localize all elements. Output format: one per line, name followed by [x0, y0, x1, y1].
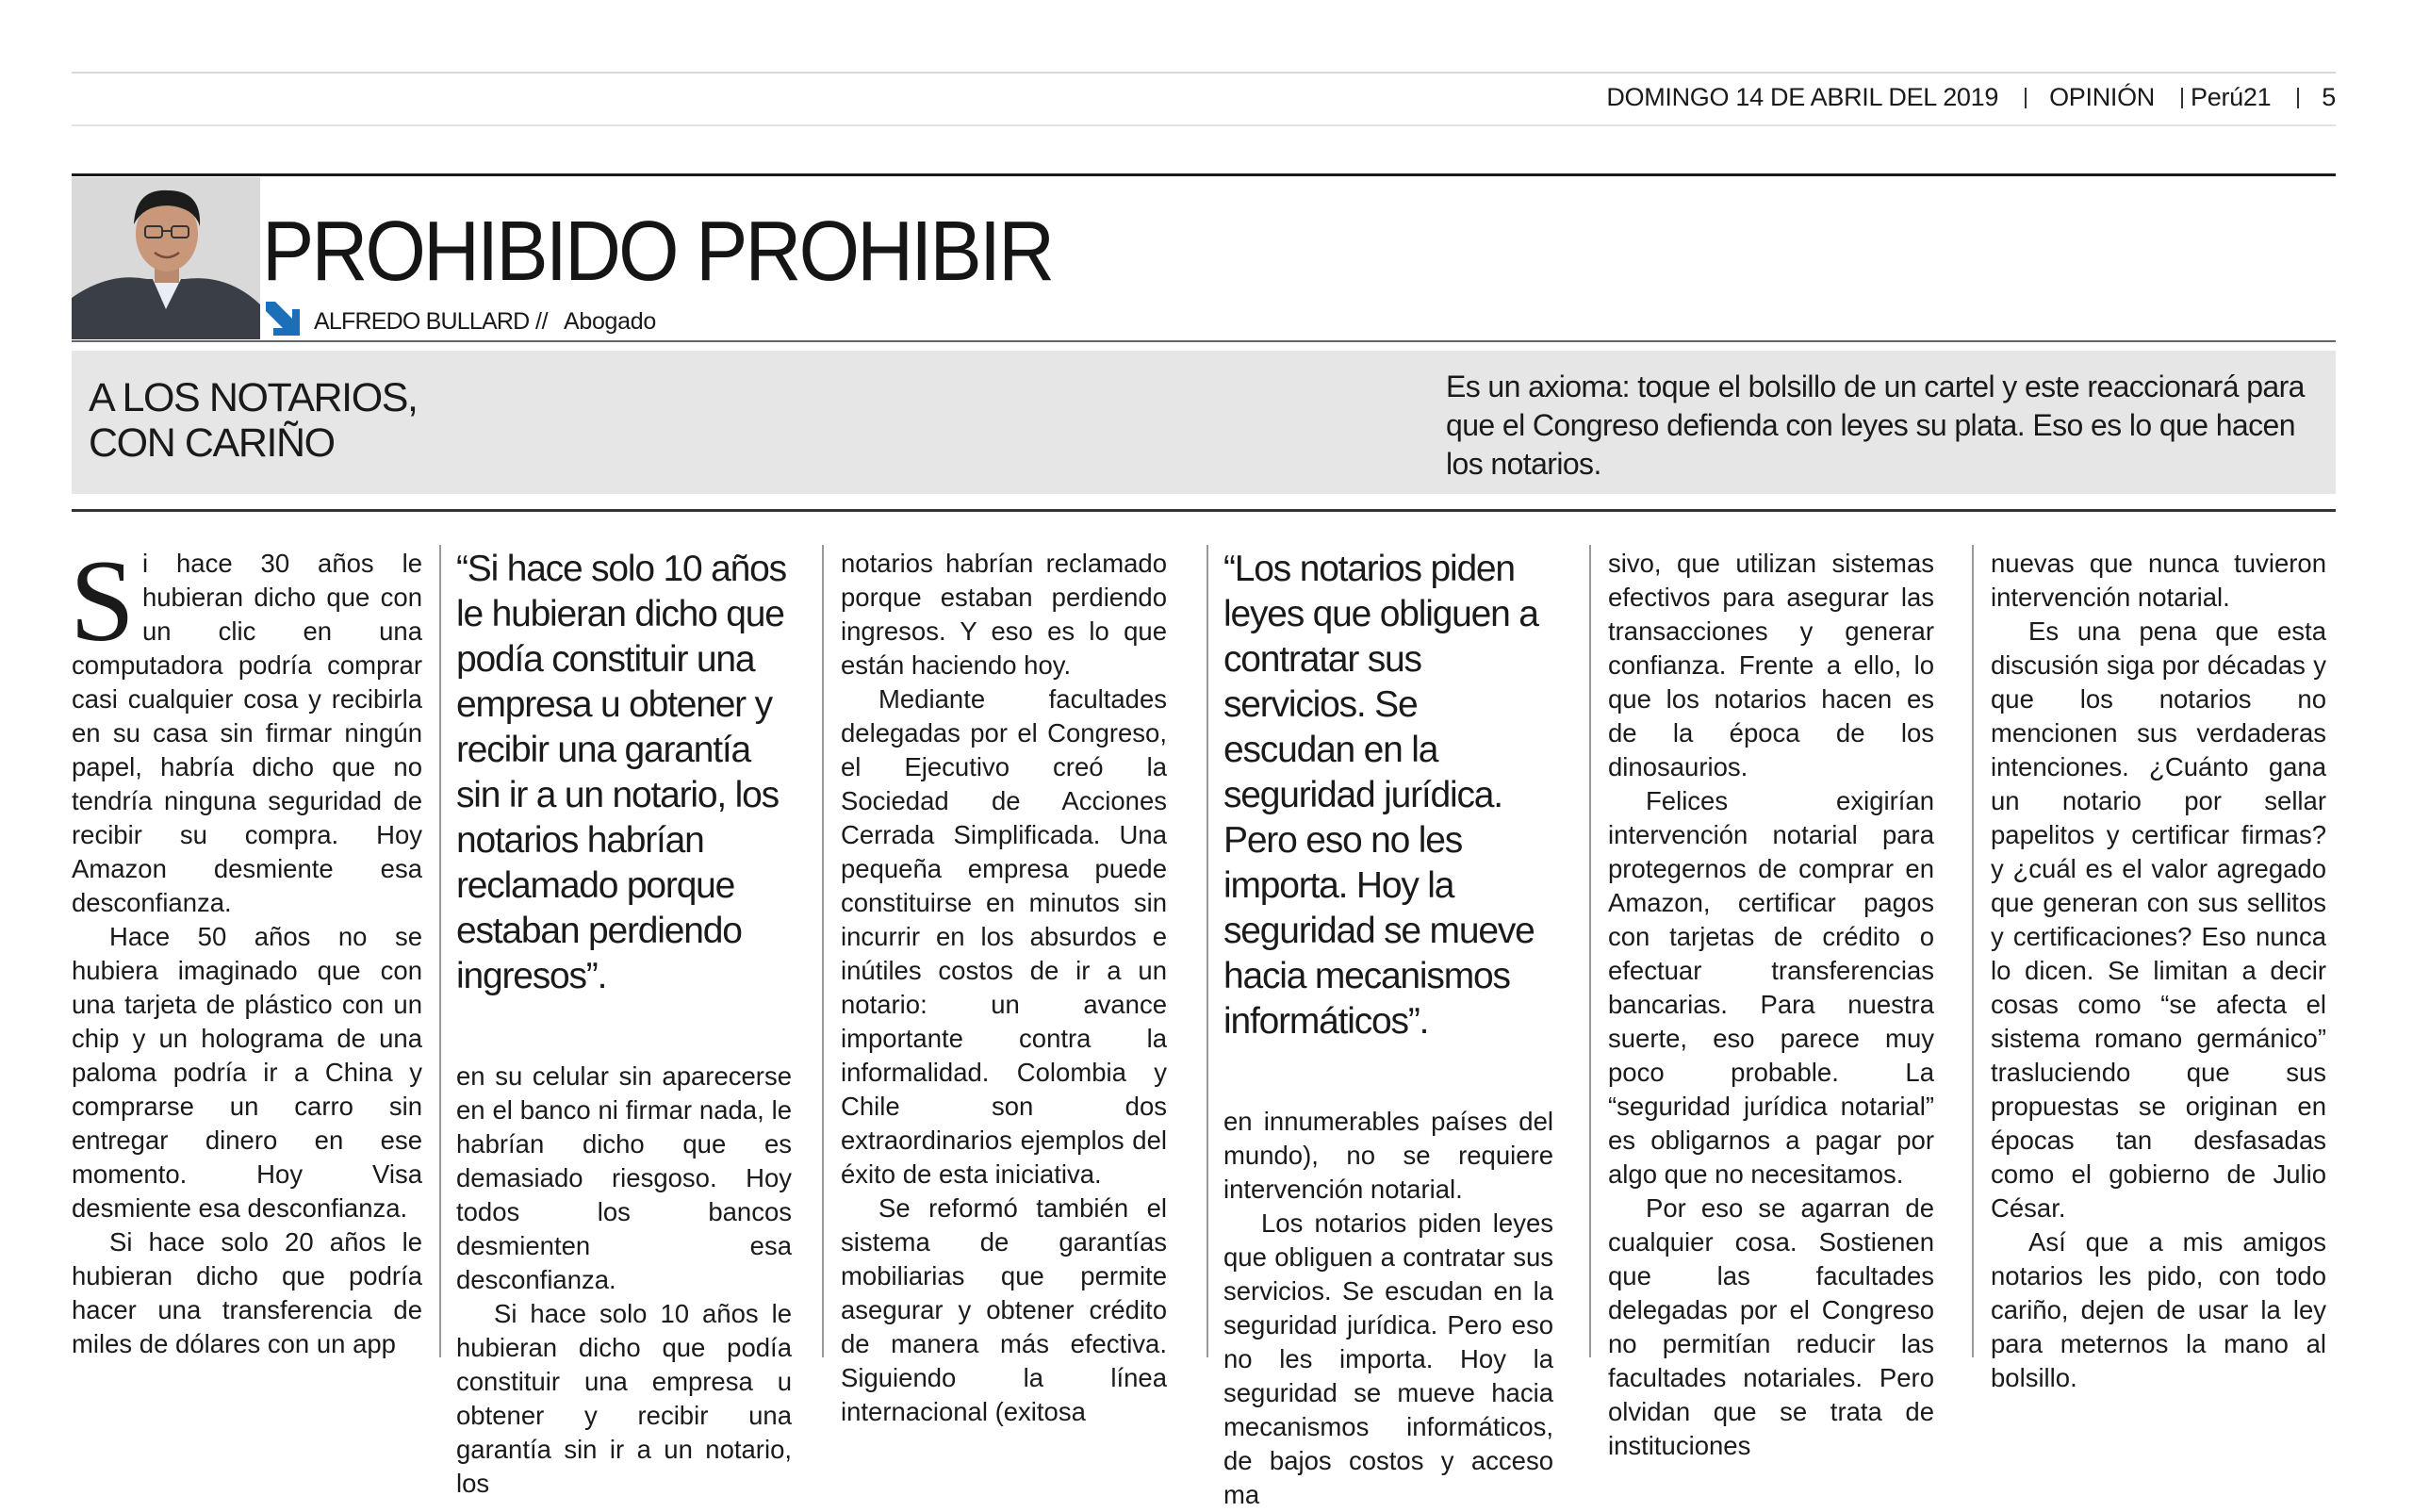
paragraph: Mediante facultades delegadas por el Congreso, el Ejecutivo creó la Sociedad de Acciones Cerrada Simplificada. Una pequeña empresa puede constituirse en minutos sin incurrir en los absurdos e inútiles costos de ir a un notario: un avance importante contra la informalidad. Colombia y Chile son dos extraordinarios ejemplos del éxito de esta iniciativa. [841, 684, 1167, 1189]
author-portrait [72, 177, 260, 339]
folio [1606, 83, 2336, 112]
text-column-5 [1608, 547, 1934, 1463]
folio-separator [2025, 88, 2027, 108]
author-portrait-image [72, 177, 260, 339]
paragraph: nuevas que nunca tuvieron intervención notarial. [1991, 549, 2326, 612]
paragraph: notarios habrían reclamado porque estaban perdiendo ingresos. Y eso es lo que están haciendo hoy. [841, 549, 1167, 680]
paragraph: Se reformó también el sistema de garantías mobiliarias que permite asegurar y obtener crédito de manera más efectiva. Siguiendo la línea internacional (exitosa [841, 1193, 1167, 1426]
text-column-1 [70, 536, 422, 1361]
paragraph [70, 536, 422, 920]
text-column-3 [841, 547, 1167, 1429]
issue-date: DOMINGO 14 DE ABRIL DEL 2019 [1606, 83, 1999, 111]
paragraph: Los notarios piden leyes que obliguen a contratar sus servicios. Se escudan en la seguridad jurídica. Pero eso no les importa. Hoy la seguridad se mueve hacia mecanismos informáticos, de bajos costos y acceso ma [1223, 1208, 1553, 1509]
column-divider [439, 545, 441, 1357]
section-name: OPINIÓN [2049, 83, 2156, 111]
headline-line-1: A LOS NOTARIOS, [89, 375, 418, 420]
paper-name: Perú21 [2191, 83, 2272, 111]
column-divider [1972, 545, 1974, 1357]
header-top-rule [72, 72, 2336, 74]
pull-quote: “Los notarios piden leyes que obliguen a contratar sus servicios. Se escudan en la seguridad jurídica. Pero eso no les importa. Hoy la seguridad se mueve hacia mecanismos informáticos”. [1223, 549, 1538, 1042]
byline [314, 308, 656, 336]
column-divider [1206, 545, 1208, 1357]
folio-separator [2297, 88, 2299, 108]
title-bottom-rule [72, 340, 2336, 342]
paragraph: en innumerables países del mundo), no se requiere intervención notarial. [1223, 1107, 1553, 1204]
title-top-rule [72, 173, 2336, 176]
folio-separator [2181, 88, 2183, 108]
paragraph: Si hace solo 10 años le hubieran dicho que podía constituir una empresa u obtener y recibir una garantía sin ir a un notario, los [456, 1299, 792, 1498]
paragraph: Es una pena que esta discusión siga por décadas y que los notarios no mencionen sus verdaderas intenciones. ¿Cuánto gana un notario por sellar papelitos y certificar firmas? y ¿cuál es el valor agregado que generan con sus sellitos y certificaciones? Eso nunca lo dicen. Se limitan a decir cosas como “se afecta el sistema romano germánico” trasluciendo que sus propuestas se originan en épocas tan desfasadas como el gobierno de Julio César. [1991, 616, 2326, 1223]
paragraph: Felices exigirían intervención notarial para protegernos de comprar en Amazon, certificar pagos con tarjetas de crédito o efectuar transferencias bancarias. Para nuestra suerte, eso parece muy poco probable. La “seguridad jurídica notarial” es obligarnos a pagar por algo que no necesitamos. [1608, 786, 1934, 1189]
page-number: 5 [2322, 83, 2336, 111]
column-title: PROHIBIDO PROHIBIR [262, 205, 1053, 299]
header-bottom-rule [72, 124, 2336, 126]
paragraph: sivo, que utilizan sistemas efectivos para asegurar las transacciones y generar confianza. Frente a ello, lo que los notarios hacen es de la época de los dinosaurios. [1608, 549, 1934, 781]
paragraph: en su celular sin aparecerse en el banco ni firmar nada, le habrían dicho que es demasiado riesgoso. Hoy todos los bancos desmienten esa desconfianza. [456, 1061, 792, 1294]
headline-line-2: CON CARIÑO [89, 420, 335, 466]
paragraph: Si hace solo 20 años le hubieran dicho que podría hacer una transferencia de miles de dólares con un app [72, 1227, 422, 1358]
paragraph: Por eso se agarran de cualquier cosa. Sostienen que las facultades delegadas por el Congreso no permitían reducir las facultades notariales. Pero olvidan que se trata de instituciones [1608, 1193, 1934, 1460]
paragraph-text: i hace 30 años le hubieran dicho que con un clic en una computadora podría comprar casi cualquier cosa y recibirla en su casa sin firmar ningún papel, habría dicho que no tendría ninguna seguridad de recibir su compra. Hoy Amazon desmiente esa desconfianza. [72, 549, 422, 917]
body-top-rule [72, 509, 2336, 512]
drop-cap: S [70, 536, 135, 666]
paragraph: Hace 50 años no se hubiera imaginado que con una tarjeta de plástico con un chip y un holograma de una paloma podría ir a China y comprarse un carro sin entregar dinero en ese momento. Hoy Visa desmiente esa desconfianza. [72, 922, 422, 1223]
arrow-down-right-icon [262, 298, 302, 337]
byline-separator: // [535, 308, 549, 335]
author-name: ALFREDO BULLARD [314, 308, 530, 335]
column-divider [1589, 545, 1591, 1357]
text-column-6 [1991, 547, 2326, 1395]
column-divider [822, 545, 824, 1357]
article-deck: Es un axioma: toque el bolsillo de un cartel y este reaccionará para que el Congreso defienda con leyes su plata. Eso es lo que hacen los notarios. [1446, 370, 2305, 481]
paragraph: Así que a mis amigos notarios les pido, con todo cariño, dejen de usar la ley para meternos la mano al bolsillo. [1991, 1227, 2326, 1392]
headline [89, 375, 484, 466]
pull-quote: “Si hace solo 10 años le hubieran dicho que podía constituir una empresa u obtener y recibir una garantía sin ir a un notario, los notarios habrían reclamado porque estaban perdiendo ingresos”. [456, 549, 786, 996]
text-column-4 [1223, 547, 1553, 1512]
text-column-2 [456, 547, 792, 1501]
author-role: Abogado [563, 308, 656, 335]
